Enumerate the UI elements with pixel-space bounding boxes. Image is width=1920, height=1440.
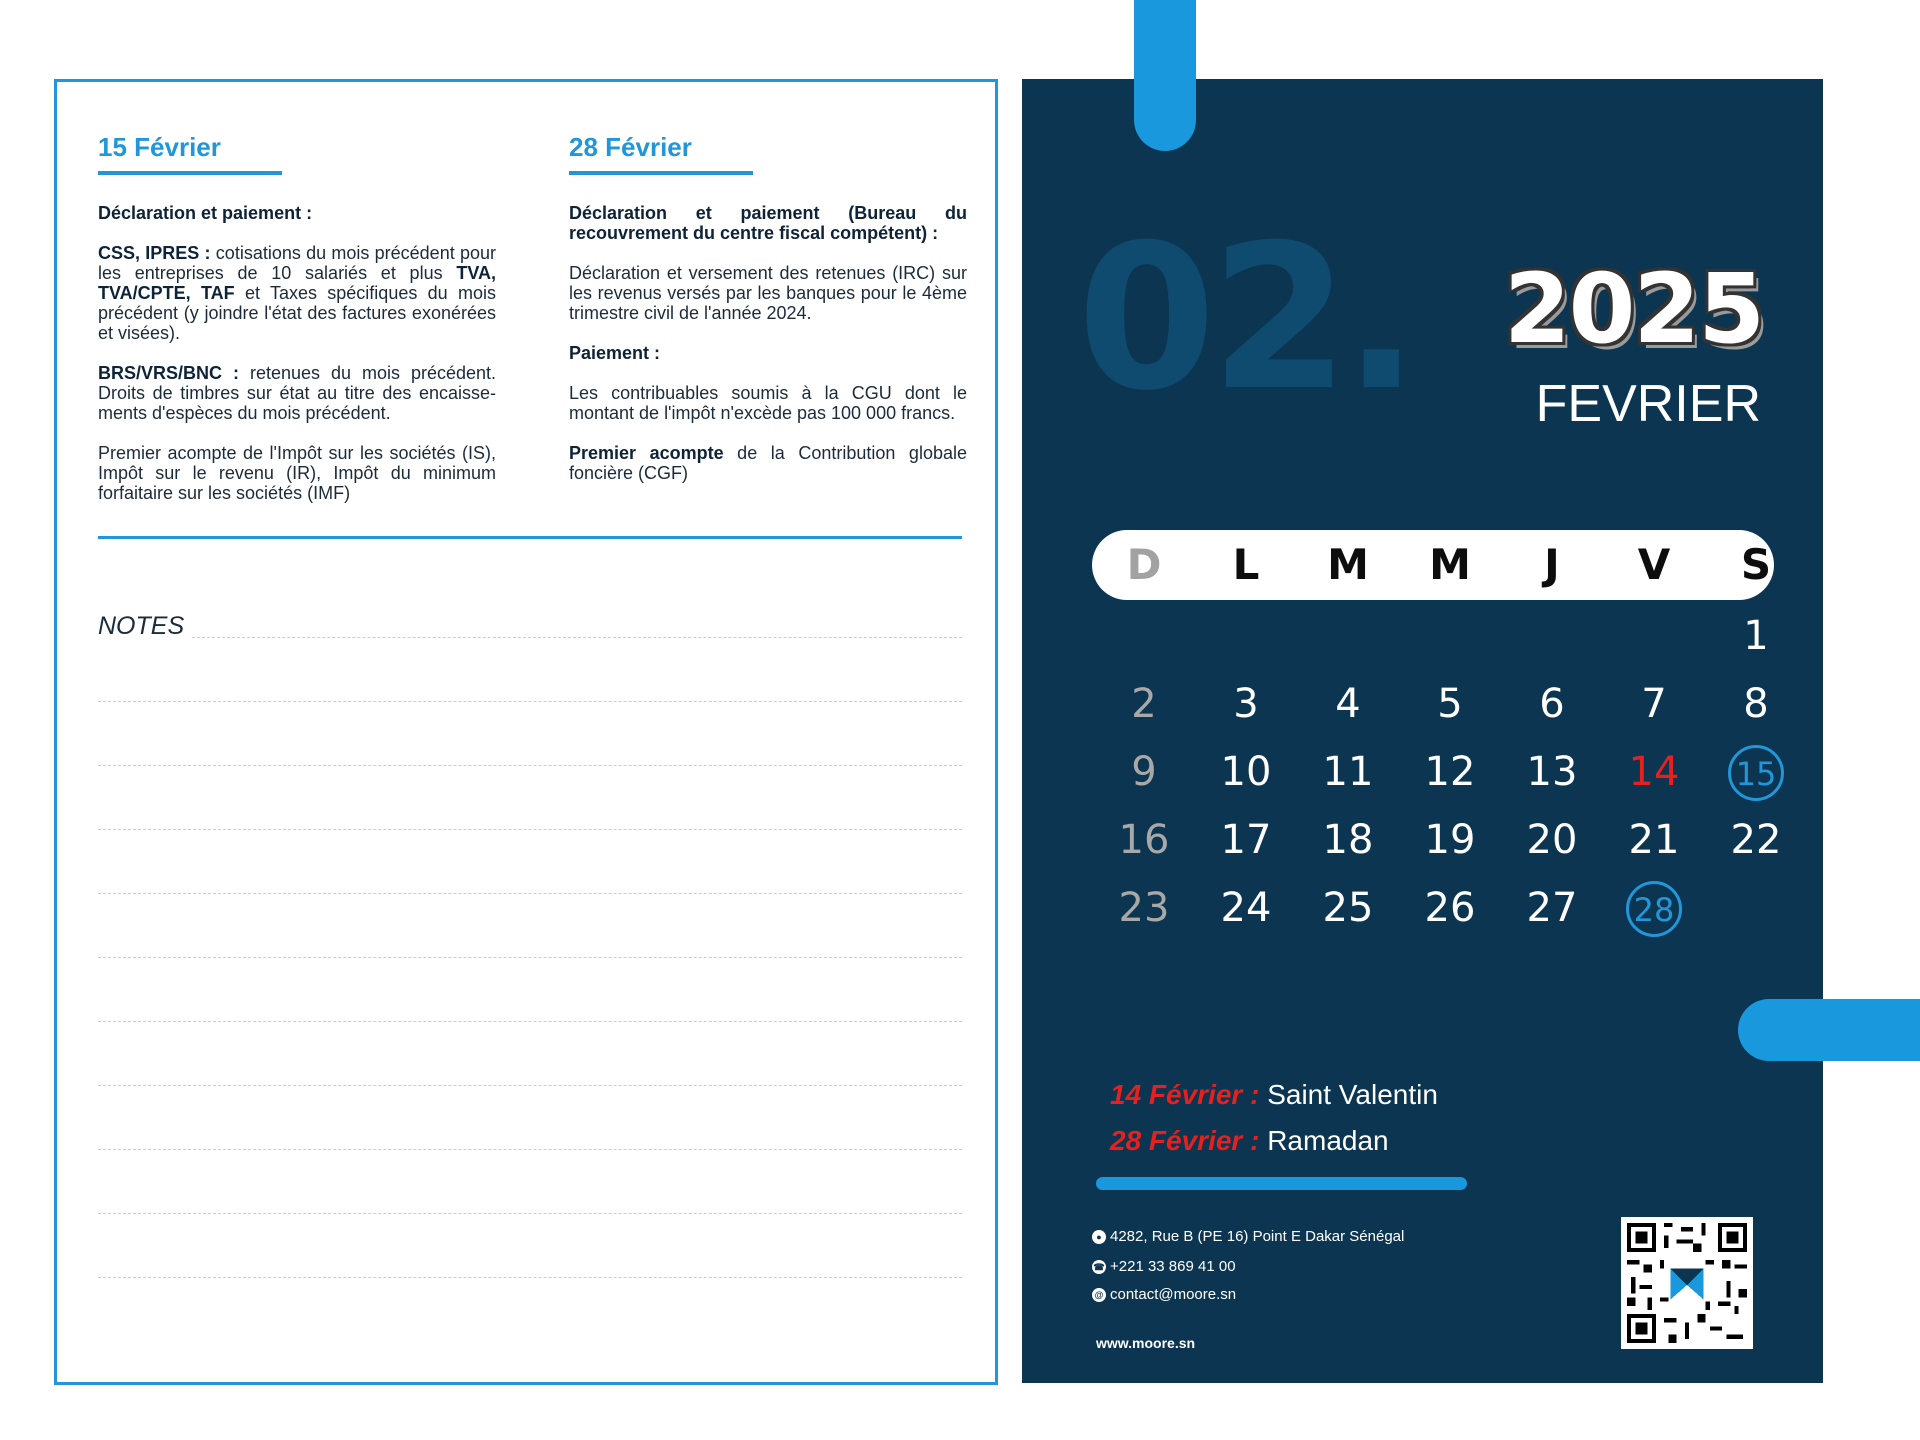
note-line[interactable] [98, 957, 962, 958]
holiday-name: Saint Valentin [1259, 1079, 1438, 1110]
deadline-date-title: 15 Février [98, 132, 282, 175]
calendar-day-22[interactable]: 22 [1730, 817, 1782, 863]
calendar-day-16[interactable]: 16 [1118, 817, 1170, 863]
email-text: contact@moore.sn [1110, 1286, 1237, 1303]
calendar-day-20[interactable]: 20 [1526, 817, 1578, 863]
weekday-label: J [1544, 540, 1560, 589]
qr-code [1621, 1217, 1753, 1349]
text-run: et Taxes spécifiques du mois précédent (y joindre l'état des factures exonérées et visées). [98, 283, 496, 343]
section-divider [98, 536, 962, 539]
month-number: 02. [1077, 202, 1414, 435]
weekday-label: D [1126, 540, 1162, 589]
calendar-day-14[interactable]: 14 [1628, 749, 1680, 795]
holiday-item [1110, 1125, 1389, 1157]
binder-tab-right [1738, 999, 1920, 1061]
month-title: FEVRIER [1535, 375, 1761, 433]
weekday-label: V [1637, 540, 1671, 589]
note-line[interactable] [98, 1213, 962, 1214]
holiday-date: 14 Février : [1110, 1079, 1260, 1110]
deadline-column-28 [569, 132, 967, 503]
calendar-day-21[interactable]: 21 [1628, 817, 1680, 863]
calendar-day-18[interactable]: 18 [1322, 817, 1374, 863]
deadline-paragraph: Premier acompte de l'Impôt sur les sociétés (IS), Impôt sur le revenu (IR), Impôt du minimum forfaitaire sur les sociétés (IMF) [98, 443, 496, 503]
deadline-paragraph [98, 363, 496, 423]
holiday-item [1110, 1079, 1438, 1111]
calendar-day-19[interactable]: 19 [1424, 817, 1476, 863]
note-line[interactable] [98, 1277, 962, 1278]
deadline-body [569, 203, 967, 483]
note-line[interactable] [192, 637, 962, 638]
calendar-day-11[interactable]: 11 [1322, 749, 1374, 795]
calendar-day-8[interactable]: 8 [1743, 681, 1769, 727]
holiday-name: Ramadan [1259, 1125, 1389, 1156]
circled-day-number: 15 [1728, 745, 1784, 801]
calendar-day-17[interactable]: 17 [1220, 817, 1272, 863]
deadline-paragraph [98, 243, 496, 343]
qr-code-icon [1627, 1223, 1747, 1343]
calendar-day-10[interactable]: 10 [1220, 749, 1272, 795]
year-title: 2025 [1503, 253, 1763, 365]
calendar-day-15[interactable] [1721, 744, 1791, 800]
phone-icon: ☎ [1093, 1261, 1105, 1272]
phone-text: +221 33 869 41 00 [1110, 1258, 1236, 1275]
bold-term: BRS/VRS/BNC : [98, 363, 239, 383]
calendar-day-7[interactable]: 7 [1641, 681, 1667, 727]
calendar-day-24[interactable]: 24 [1220, 885, 1272, 931]
calendar-day-25[interactable]: 25 [1322, 885, 1374, 931]
calendar-day-23[interactable]: 23 [1118, 885, 1170, 931]
note-line[interactable] [98, 1085, 962, 1086]
calendar-day-27[interactable]: 27 [1526, 885, 1578, 931]
notes-title: NOTES [98, 612, 185, 640]
deadline-heading: Déclaration et paiement (Bureau du recouvrement du centre fiscal compétent) : [569, 203, 967, 243]
note-line[interactable] [98, 765, 962, 766]
circled-day-number: 28 [1626, 881, 1682, 937]
note-line[interactable] [98, 1149, 962, 1150]
contact-address [1092, 1228, 1404, 1245]
website-link[interactable]: www.moore.sn [1096, 1335, 1196, 1351]
binder-tab-top [1134, 0, 1196, 151]
calendar-day-13[interactable]: 13 [1526, 749, 1578, 795]
calendar-day-28[interactable] [1619, 880, 1689, 936]
bold-term: TVA, TVA/CPTE, TAF [98, 263, 496, 303]
note-line[interactable] [98, 829, 962, 830]
weekday-label: L [1232, 540, 1260, 589]
note-line[interactable] [98, 893, 962, 894]
text-run: de la Contribution globale foncière (CGF) [569, 443, 967, 483]
contact-phone [1092, 1258, 1236, 1275]
calendar-day-1[interactable]: 1 [1743, 613, 1769, 659]
deadline-heading: Déclaration et paiement : [98, 203, 313, 223]
deadline-body [98, 203, 496, 503]
deadline-paragraph [569, 443, 967, 483]
weekday-label: M [1429, 540, 1471, 589]
calendar-day-12[interactable]: 12 [1424, 749, 1476, 795]
deadline-paragraph: Déclaration et versement des retenues (IRC) sur les revenus versés par les banques pour le 4ème trimestre civil de l'année 2024. [569, 263, 967, 323]
calendar-day-6[interactable]: 6 [1539, 681, 1565, 727]
note-line[interactable] [98, 701, 962, 702]
bold-term: CSS, IPRES : [98, 243, 211, 263]
contact-email[interactable] [1092, 1286, 1236, 1303]
accent-bar [1096, 1177, 1467, 1190]
calendar-day-5[interactable]: 5 [1437, 681, 1463, 727]
calendar-day-3[interactable]: 3 [1233, 681, 1259, 727]
location-icon: ● [1092, 1230, 1106, 1244]
calendar-panel [1022, 79, 1823, 1383]
text-run: retenues du mois précédent. Droits de timbres sur état au titre des encaisse-ments d'espèces du mois précédent. [98, 363, 496, 423]
calendar-day-4[interactable]: 4 [1335, 681, 1361, 727]
deadline-date-title: 28 Février [569, 132, 753, 175]
left-page [54, 79, 998, 1385]
text-run: cotisations du mois précédent pour les entreprises de 10 salariés et plus [98, 243, 496, 283]
calendar-day-26[interactable]: 26 [1424, 885, 1476, 931]
deadline-heading: Paiement : [569, 343, 661, 363]
calendar-day-9[interactable]: 9 [1131, 749, 1157, 795]
holiday-date: 28 Février : [1110, 1125, 1260, 1156]
address-text: 4282, Rue B (PE 16) Point E Dakar Sénégal [1110, 1228, 1405, 1245]
note-line[interactable] [98, 1021, 962, 1022]
email-icon: @ [1092, 1288, 1106, 1302]
weekday-label: M [1327, 540, 1369, 589]
deadline-paragraph: Les contribuables soumis à la CGU dont le montant de l'impôt n'excède pas 100 000 francs. [569, 383, 967, 423]
weekday-label: S [1740, 540, 1772, 589]
deadline-column-15 [98, 132, 496, 523]
bold-term: Premier acompte [569, 443, 724, 463]
calendar-day-2[interactable]: 2 [1131, 681, 1157, 727]
